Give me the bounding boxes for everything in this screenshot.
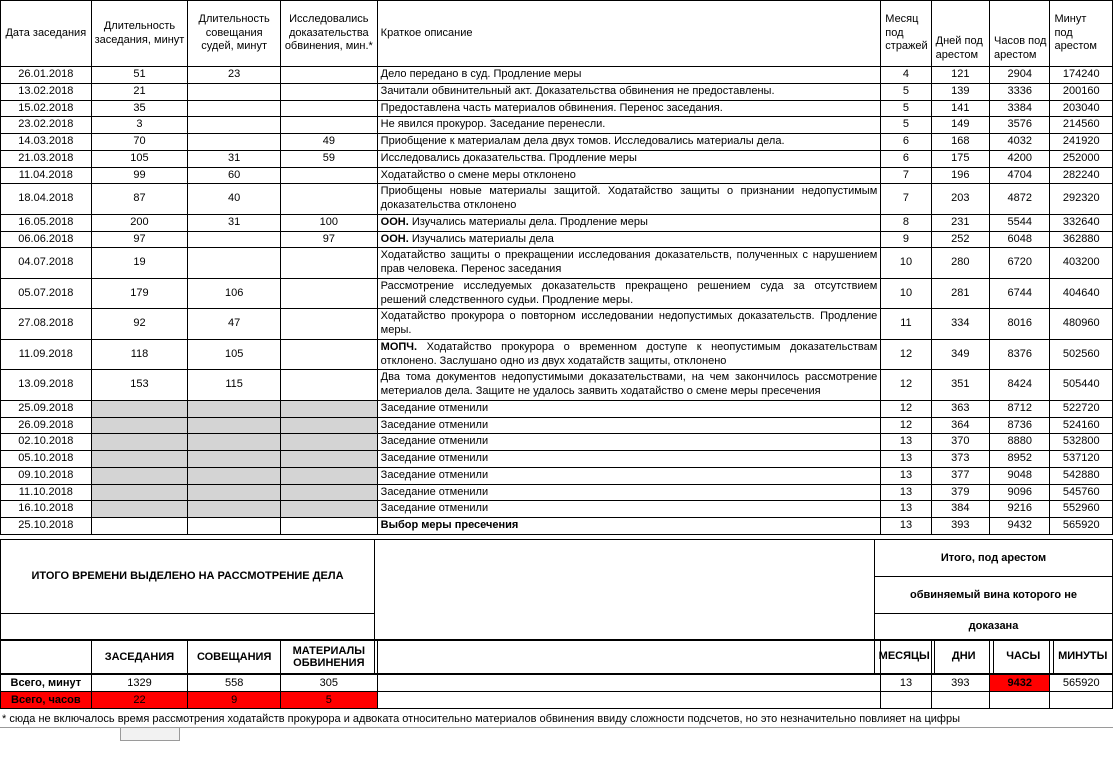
- summary-right-title-line2: обвиняемый вина которого не: [875, 576, 1113, 613]
- cell-date: 05.07.2018: [1, 278, 92, 309]
- cell-description: Приобщены новые материалы защитой. Ходатайство защиты о признании недопустимым доказательства отклонено: [377, 184, 881, 215]
- cell-month: 13: [881, 501, 931, 518]
- cell-evidence-duration: [280, 501, 377, 518]
- cell-council-duration: [188, 400, 281, 417]
- cell-council-duration: 115: [188, 370, 281, 401]
- cell-council-duration: [188, 501, 281, 518]
- cell-description: Рассмотрение исследуемых доказательств прекращено решением суда за отсутствием решений следственного судьи. Продление меры.: [377, 278, 881, 309]
- cell-days: 231: [931, 214, 989, 231]
- cell-evidence-duration: 100: [280, 214, 377, 231]
- header-days: [931, 1, 989, 67]
- table-row: [1, 417, 1113, 434]
- cell-hours: 9048: [990, 467, 1050, 484]
- cell-month: 13: [881, 434, 931, 451]
- cell-session-duration: [91, 417, 188, 434]
- cell-minutes: 252000: [1050, 150, 1113, 167]
- cell-description: Выбор меры пресечения: [377, 518, 881, 535]
- summary-left-header-materials: МАТЕРИАЛЫ ОБВИНЕНИЯ: [280, 640, 377, 674]
- cell-month: 4: [881, 67, 931, 84]
- table-row: [1, 370, 1113, 401]
- cell-date: 02.10.2018: [1, 434, 92, 451]
- cell-description: Зачитали обвинительный акт. Доказательства обвинения не предоставлены.: [377, 83, 881, 100]
- summary-left-hours-councils: 9: [188, 691, 281, 708]
- cell-session-duration: 97: [91, 231, 188, 248]
- cell-minutes: 537120: [1050, 451, 1113, 468]
- cell-days: 373: [931, 451, 989, 468]
- cell-evidence-duration: [280, 248, 377, 279]
- cell-minutes: 203040: [1050, 100, 1113, 117]
- spacer-r8: [1050, 691, 1113, 708]
- cell-days: 370: [931, 434, 989, 451]
- summary-right-header-days: ДНИ: [934, 639, 994, 673]
- summary-right-value-minutes: 565920: [1050, 674, 1113, 691]
- cell-minutes: 403200: [1050, 248, 1113, 279]
- header-evidence-duration: Исследовались доказательства обвинения, мин.*: [280, 1, 377, 67]
- spacer-r5: [881, 691, 931, 708]
- cell-date: 11.09.2018: [1, 339, 92, 370]
- header-days-line2: арестом: [935, 48, 979, 61]
- cell-month: 12: [881, 417, 931, 434]
- summary-tables-bottom: [0, 640, 1113, 709]
- cell-description: Заседание отменили: [377, 501, 881, 518]
- cell-session-duration: 70: [91, 134, 188, 151]
- cell-hours: 6048: [990, 231, 1050, 248]
- cell-description: Дело передано в суд. Продление меры: [377, 67, 881, 84]
- cell-description: Ходатайство прокурора о повторном исследовании недопустимых доказательств. Продление меры.: [377, 309, 881, 340]
- cell-session-duration: 35: [91, 100, 188, 117]
- cell-month: 12: [881, 339, 931, 370]
- summary-right-title-line1: Итого, под арестом: [875, 539, 1113, 576]
- cell-session-duration: 21: [91, 83, 188, 100]
- cell-date: 13.02.2018: [1, 83, 92, 100]
- cell-date: 27.08.2018: [1, 309, 92, 340]
- cell-days: 196: [931, 167, 989, 184]
- table-header: [1, 1, 1113, 67]
- cell-month: 9: [881, 231, 931, 248]
- cell-date: 25.09.2018: [1, 400, 92, 417]
- cell-date: 26.09.2018: [1, 417, 92, 434]
- cell-evidence-duration: [280, 67, 377, 84]
- summary-left-gap: [1, 613, 375, 639]
- cell-days: 393: [931, 518, 989, 535]
- table-row: [1, 184, 1113, 215]
- cell-hours: 8736: [990, 417, 1050, 434]
- cell-evidence-duration: [280, 117, 377, 134]
- cell-minutes: 532800: [1050, 434, 1113, 451]
- cell-council-duration: 31: [188, 214, 281, 231]
- cell-description: Исследовались доказательства. Продление меры: [377, 150, 881, 167]
- header-month-line1: Месяц: [885, 12, 919, 25]
- cell-council-duration: 23: [188, 67, 281, 84]
- cell-date: 21.03.2018: [1, 150, 92, 167]
- header-month-line2: под: [885, 26, 904, 39]
- cell-evidence-duration: 59: [280, 150, 377, 167]
- summary-left-hours-sessions: 22: [91, 691, 188, 708]
- cell-hours: 2904: [990, 67, 1050, 84]
- summary-left-row-hours-label: Всего, часов: [1, 691, 92, 708]
- cell-description: Ходатайство защиты о прекращении исследования доказательств, полученных с нарушением прав человека. Перенос заседания: [377, 248, 881, 279]
- cell-days: 363: [931, 400, 989, 417]
- table-row: [1, 434, 1113, 451]
- table-row: [1, 167, 1113, 184]
- cell-hours: 4704: [990, 167, 1050, 184]
- summary-spacer: [375, 539, 875, 639]
- cell-description: Заседание отменили: [377, 434, 881, 451]
- summary-left-hours-materials: 5: [280, 691, 377, 708]
- summary-left-header-sessions: ЗАСЕДАНИЯ: [91, 640, 188, 674]
- table-row: [1, 451, 1113, 468]
- cell-description: Заседание отменили: [377, 484, 881, 501]
- table-body: [1, 67, 1113, 535]
- cell-description: Заседание отменили: [377, 467, 881, 484]
- cell-date: 15.02.2018: [1, 100, 92, 117]
- summary-right-title-line3: доказана: [875, 613, 1113, 639]
- header-hours-line2: арестом: [994, 48, 1037, 61]
- cell-council-duration: [188, 231, 281, 248]
- cell-days: 252: [931, 231, 989, 248]
- cell-session-duration: 92: [91, 309, 188, 340]
- cell-session-duration: 19: [91, 248, 188, 279]
- cell-month: 12: [881, 400, 931, 417]
- spacer-mid-3: [377, 691, 881, 708]
- cell-council-duration: [188, 100, 281, 117]
- cell-month: 13: [881, 484, 931, 501]
- cell-month: 13: [881, 451, 931, 468]
- cell-minutes: 362880: [1050, 231, 1113, 248]
- cell-minutes: 174240: [1050, 67, 1113, 84]
- cell-date: 14.03.2018: [1, 134, 92, 151]
- cell-hours: 9096: [990, 484, 1050, 501]
- cell-minutes: 522720: [1050, 400, 1113, 417]
- cell-days: 168: [931, 134, 989, 151]
- cell-description: ООН. Изучались материалы дела: [377, 231, 881, 248]
- summary-left-header-councils: СОВЕЩАНИЯ: [188, 640, 281, 674]
- cell-minutes: 282240: [1050, 167, 1113, 184]
- footnote: * сюда не включалось время рассмотрения ходатайств прокурора и адвоката относительно материалов обвинения ввиду сложности подсчетов, но это незначительно повлияет на цифры: [2, 712, 960, 725]
- cell-minutes: 214560: [1050, 117, 1113, 134]
- cell-month: 7: [881, 184, 931, 215]
- table-row: [1, 100, 1113, 117]
- cell-date: 18.04.2018: [1, 184, 92, 215]
- cell-minutes: 552960: [1050, 501, 1113, 518]
- cell-council-duration: 40: [188, 184, 281, 215]
- cell-month: 11: [881, 309, 931, 340]
- cell-minutes: 542880: [1050, 467, 1113, 484]
- cell-evidence-duration: [280, 451, 377, 468]
- cell-session-duration: 179: [91, 278, 188, 309]
- sheet-tab-strip[interactable]: [0, 727, 1113, 741]
- spacer-mid-2: [377, 674, 881, 691]
- cell-date: 26.01.2018: [1, 67, 92, 84]
- cell-hours: 6744: [990, 278, 1050, 309]
- cell-month: 13: [881, 467, 931, 484]
- cell-hours: 8880: [990, 434, 1050, 451]
- cell-council-duration: 31: [188, 150, 281, 167]
- cell-hours: 3576: [990, 117, 1050, 134]
- cell-days: 203: [931, 184, 989, 215]
- cell-council-duration: [188, 518, 281, 535]
- summary-right-header-months: МЕСЯЦЫ: [875, 639, 935, 673]
- cell-session-duration: 87: [91, 184, 188, 215]
- cell-hours: 8952: [990, 451, 1050, 468]
- cell-days: 349: [931, 339, 989, 370]
- cell-council-duration: [188, 134, 281, 151]
- header-minutes-line2: под: [1054, 26, 1073, 39]
- cell-council-duration: [188, 434, 281, 451]
- header-month-line3: стражей: [885, 40, 928, 53]
- spacer-mid: [377, 640, 881, 674]
- table-row: [1, 231, 1113, 248]
- cell-evidence-duration: 49: [280, 134, 377, 151]
- cell-evidence-duration: [280, 467, 377, 484]
- cell-council-duration: [188, 484, 281, 501]
- cell-days: 121: [931, 67, 989, 84]
- header-minutes-line3: арестом: [1054, 40, 1097, 53]
- cell-description: Ходатайство о смене меры отклонено: [377, 167, 881, 184]
- header-date: Дата заседания: [1, 1, 92, 67]
- cell-evidence-duration: 97: [280, 231, 377, 248]
- cell-evidence-duration: [280, 167, 377, 184]
- table-row: [1, 150, 1113, 167]
- cell-session-duration: 99: [91, 167, 188, 184]
- cell-evidence-duration: [280, 370, 377, 401]
- cell-hours: 9432: [990, 518, 1050, 535]
- cell-council-duration: 105: [188, 339, 281, 370]
- cell-month: 6: [881, 134, 931, 151]
- cell-date: 04.07.2018: [1, 248, 92, 279]
- table-row: [1, 67, 1113, 84]
- cell-days: 281: [931, 278, 989, 309]
- cell-description: Заседание отменили: [377, 417, 881, 434]
- cell-evidence-duration: [280, 278, 377, 309]
- table-row: [1, 309, 1113, 340]
- cell-date: 06.06.2018: [1, 231, 92, 248]
- cell-date: 16.10.2018: [1, 501, 92, 518]
- cell-days: 384: [931, 501, 989, 518]
- cell-session-duration: 3: [91, 117, 188, 134]
- cell-evidence-duration: [280, 339, 377, 370]
- cell-minutes: 200160: [1050, 83, 1113, 100]
- cell-hours: 8016: [990, 309, 1050, 340]
- summary-right-value-hours: 9432: [990, 674, 1050, 691]
- summary-left-minutes-sessions: 1329: [91, 674, 188, 691]
- cell-month: 7: [881, 167, 931, 184]
- cell-minutes: 502560: [1050, 339, 1113, 370]
- cell-session-duration: 118: [91, 339, 188, 370]
- cell-council-duration: [188, 117, 281, 134]
- cell-date: 05.10.2018: [1, 451, 92, 468]
- table-row: [1, 400, 1113, 417]
- cell-date: 13.09.2018: [1, 370, 92, 401]
- table-row: [1, 518, 1113, 535]
- cell-month: 5: [881, 117, 931, 134]
- cell-council-duration: [188, 248, 281, 279]
- table-row: [1, 484, 1113, 501]
- cell-days: 377: [931, 467, 989, 484]
- cell-month: 10: [881, 278, 931, 309]
- summary-left-title: ИТОГО ВРЕМЕНИ ВЫДЕЛЕНО НА РАССМОТРЕНИЕ ДЕЛА: [1, 539, 375, 613]
- header-hours: [990, 1, 1050, 67]
- cell-council-duration: 106: [188, 278, 281, 309]
- table-row: [1, 83, 1113, 100]
- header-council-duration: Длительность совещания судей, минут: [188, 1, 281, 67]
- cell-month: 10: [881, 248, 931, 279]
- cell-evidence-duration: [280, 434, 377, 451]
- cell-evidence-duration: [280, 417, 377, 434]
- cell-session-duration: [91, 501, 188, 518]
- cell-evidence-duration: [280, 83, 377, 100]
- cell-days: 379: [931, 484, 989, 501]
- table-row: [1, 467, 1113, 484]
- cell-session-duration: [91, 484, 188, 501]
- cell-session-duration: 153: [91, 370, 188, 401]
- cell-session-duration: [91, 400, 188, 417]
- cell-days: 351: [931, 370, 989, 401]
- cell-description: Заседание отменили: [377, 451, 881, 468]
- header-description: Краткое описание: [377, 1, 881, 67]
- cell-council-duration: [188, 467, 281, 484]
- cell-month: 12: [881, 370, 931, 401]
- cell-hours: 9216: [990, 501, 1050, 518]
- cell-description: ООН. Изучались материалы дела. Продление меры: [377, 214, 881, 231]
- cell-minutes: 524160: [1050, 417, 1113, 434]
- summary-right-header-minutes: МИНУТЫ: [1053, 639, 1113, 673]
- sheet-tab[interactable]: [120, 728, 180, 741]
- cell-hours: 3384: [990, 100, 1050, 117]
- cell-date: 09.10.2018: [1, 467, 92, 484]
- cell-session-duration: 51: [91, 67, 188, 84]
- cell-date: 25.10.2018: [1, 518, 92, 535]
- cell-minutes: 332640: [1050, 214, 1113, 231]
- cell-month: 5: [881, 83, 931, 100]
- cell-description: Предоставлена часть материалов обвинения. Перенос заседания.: [377, 100, 881, 117]
- cell-session-duration: 105: [91, 150, 188, 167]
- cell-hours: 4872: [990, 184, 1050, 215]
- cell-days: 149: [931, 117, 989, 134]
- cell-hours: 8424: [990, 370, 1050, 401]
- cell-council-duration: [188, 451, 281, 468]
- cell-evidence-duration: [280, 184, 377, 215]
- cell-days: 364: [931, 417, 989, 434]
- cell-minutes: 241920: [1050, 134, 1113, 151]
- cell-council-duration: 60: [188, 167, 281, 184]
- cell-session-duration: [91, 518, 188, 535]
- cell-month: 5: [881, 100, 931, 117]
- cell-days: 139: [931, 83, 989, 100]
- summary-left-minutes-councils: 558: [188, 674, 281, 691]
- cell-date: 11.10.2018: [1, 484, 92, 501]
- summary-right-value-months: 13: [881, 674, 931, 691]
- cell-days: 141: [931, 100, 989, 117]
- cell-evidence-duration: [280, 400, 377, 417]
- cell-hours: 3336: [990, 83, 1050, 100]
- cell-council-duration: [188, 417, 281, 434]
- cell-evidence-duration: [280, 100, 377, 117]
- table-row: [1, 501, 1113, 518]
- cell-evidence-duration: [280, 518, 377, 535]
- header-session-duration: Длительность заседания, минут: [91, 1, 188, 67]
- cell-month: 8: [881, 214, 931, 231]
- cell-hours: 8376: [990, 339, 1050, 370]
- cell-hours: 4032: [990, 134, 1050, 151]
- cell-description: Не явился прокурор. Заседание перенесли.: [377, 117, 881, 134]
- cell-minutes: 505440: [1050, 370, 1113, 401]
- table-row: [1, 248, 1113, 279]
- cell-minutes: 292320: [1050, 184, 1113, 215]
- cell-date: 11.04.2018: [1, 167, 92, 184]
- cell-month: 6: [881, 150, 931, 167]
- cell-session-duration: [91, 451, 188, 468]
- summary-left-minutes-materials: 305: [280, 674, 377, 691]
- header-minutes: [1050, 1, 1113, 67]
- cell-hours: 8712: [990, 400, 1050, 417]
- table-row: [1, 117, 1113, 134]
- spacer-r6: [931, 691, 989, 708]
- cell-days: 175: [931, 150, 989, 167]
- header-month: [881, 1, 931, 67]
- cell-month: 13: [881, 518, 931, 535]
- summary-right-header-hours: ЧАСЫ: [994, 639, 1054, 673]
- cell-hours: 5544: [990, 214, 1050, 231]
- cell-council-duration: 47: [188, 309, 281, 340]
- cell-session-duration: [91, 467, 188, 484]
- cell-minutes: 480960: [1050, 309, 1113, 340]
- cell-days: 334: [931, 309, 989, 340]
- cell-description: МОПЧ. Ходатайство прокурора о временном доступе к неопустимым доказательствам отклонено. Заслушано одно из двух ходатайств защиты, отклонено: [377, 339, 881, 370]
- cell-evidence-duration: [280, 484, 377, 501]
- cell-minutes: 404640: [1050, 278, 1113, 309]
- header-hours-line1: Часов под: [994, 34, 1047, 47]
- header-days-line1: Дней под: [935, 34, 983, 47]
- cell-date: 23.02.2018: [1, 117, 92, 134]
- summary-left-row-minutes-label: Всего, минут: [1, 674, 92, 691]
- cell-minutes: 565920: [1050, 518, 1113, 535]
- cell-session-duration: [91, 434, 188, 451]
- cell-description: Приобщение к материалам дела двух томов. Исследовались материалы дела.: [377, 134, 881, 151]
- table-row: [1, 214, 1113, 231]
- cell-session-duration: 200: [91, 214, 188, 231]
- table-row: [1, 278, 1113, 309]
- cell-hours: 4200: [990, 150, 1050, 167]
- cell-evidence-duration: [280, 309, 377, 340]
- cell-description: Два тома документов недопустимыми доказательствами, на чем закончилось рассмотрение метериалов дела. Защите не удалось заявить ходатайство о смене меры пресечения: [377, 370, 881, 401]
- summary-right-value-days: 393: [931, 674, 989, 691]
- cell-days: 280: [931, 248, 989, 279]
- table-row: [1, 134, 1113, 151]
- spacer-r7: [990, 691, 1050, 708]
- header-minutes-line1: Минут: [1054, 12, 1087, 25]
- cell-description: Заседание отменили: [377, 400, 881, 417]
- cell-hours: 6720: [990, 248, 1050, 279]
- spacer-left: [1, 640, 92, 674]
- cell-minutes: 545760: [1050, 484, 1113, 501]
- cell-council-duration: [188, 83, 281, 100]
- table-row: [1, 339, 1113, 370]
- cell-date: 16.05.2018: [1, 214, 92, 231]
- table-header-row: [1, 1, 1113, 67]
